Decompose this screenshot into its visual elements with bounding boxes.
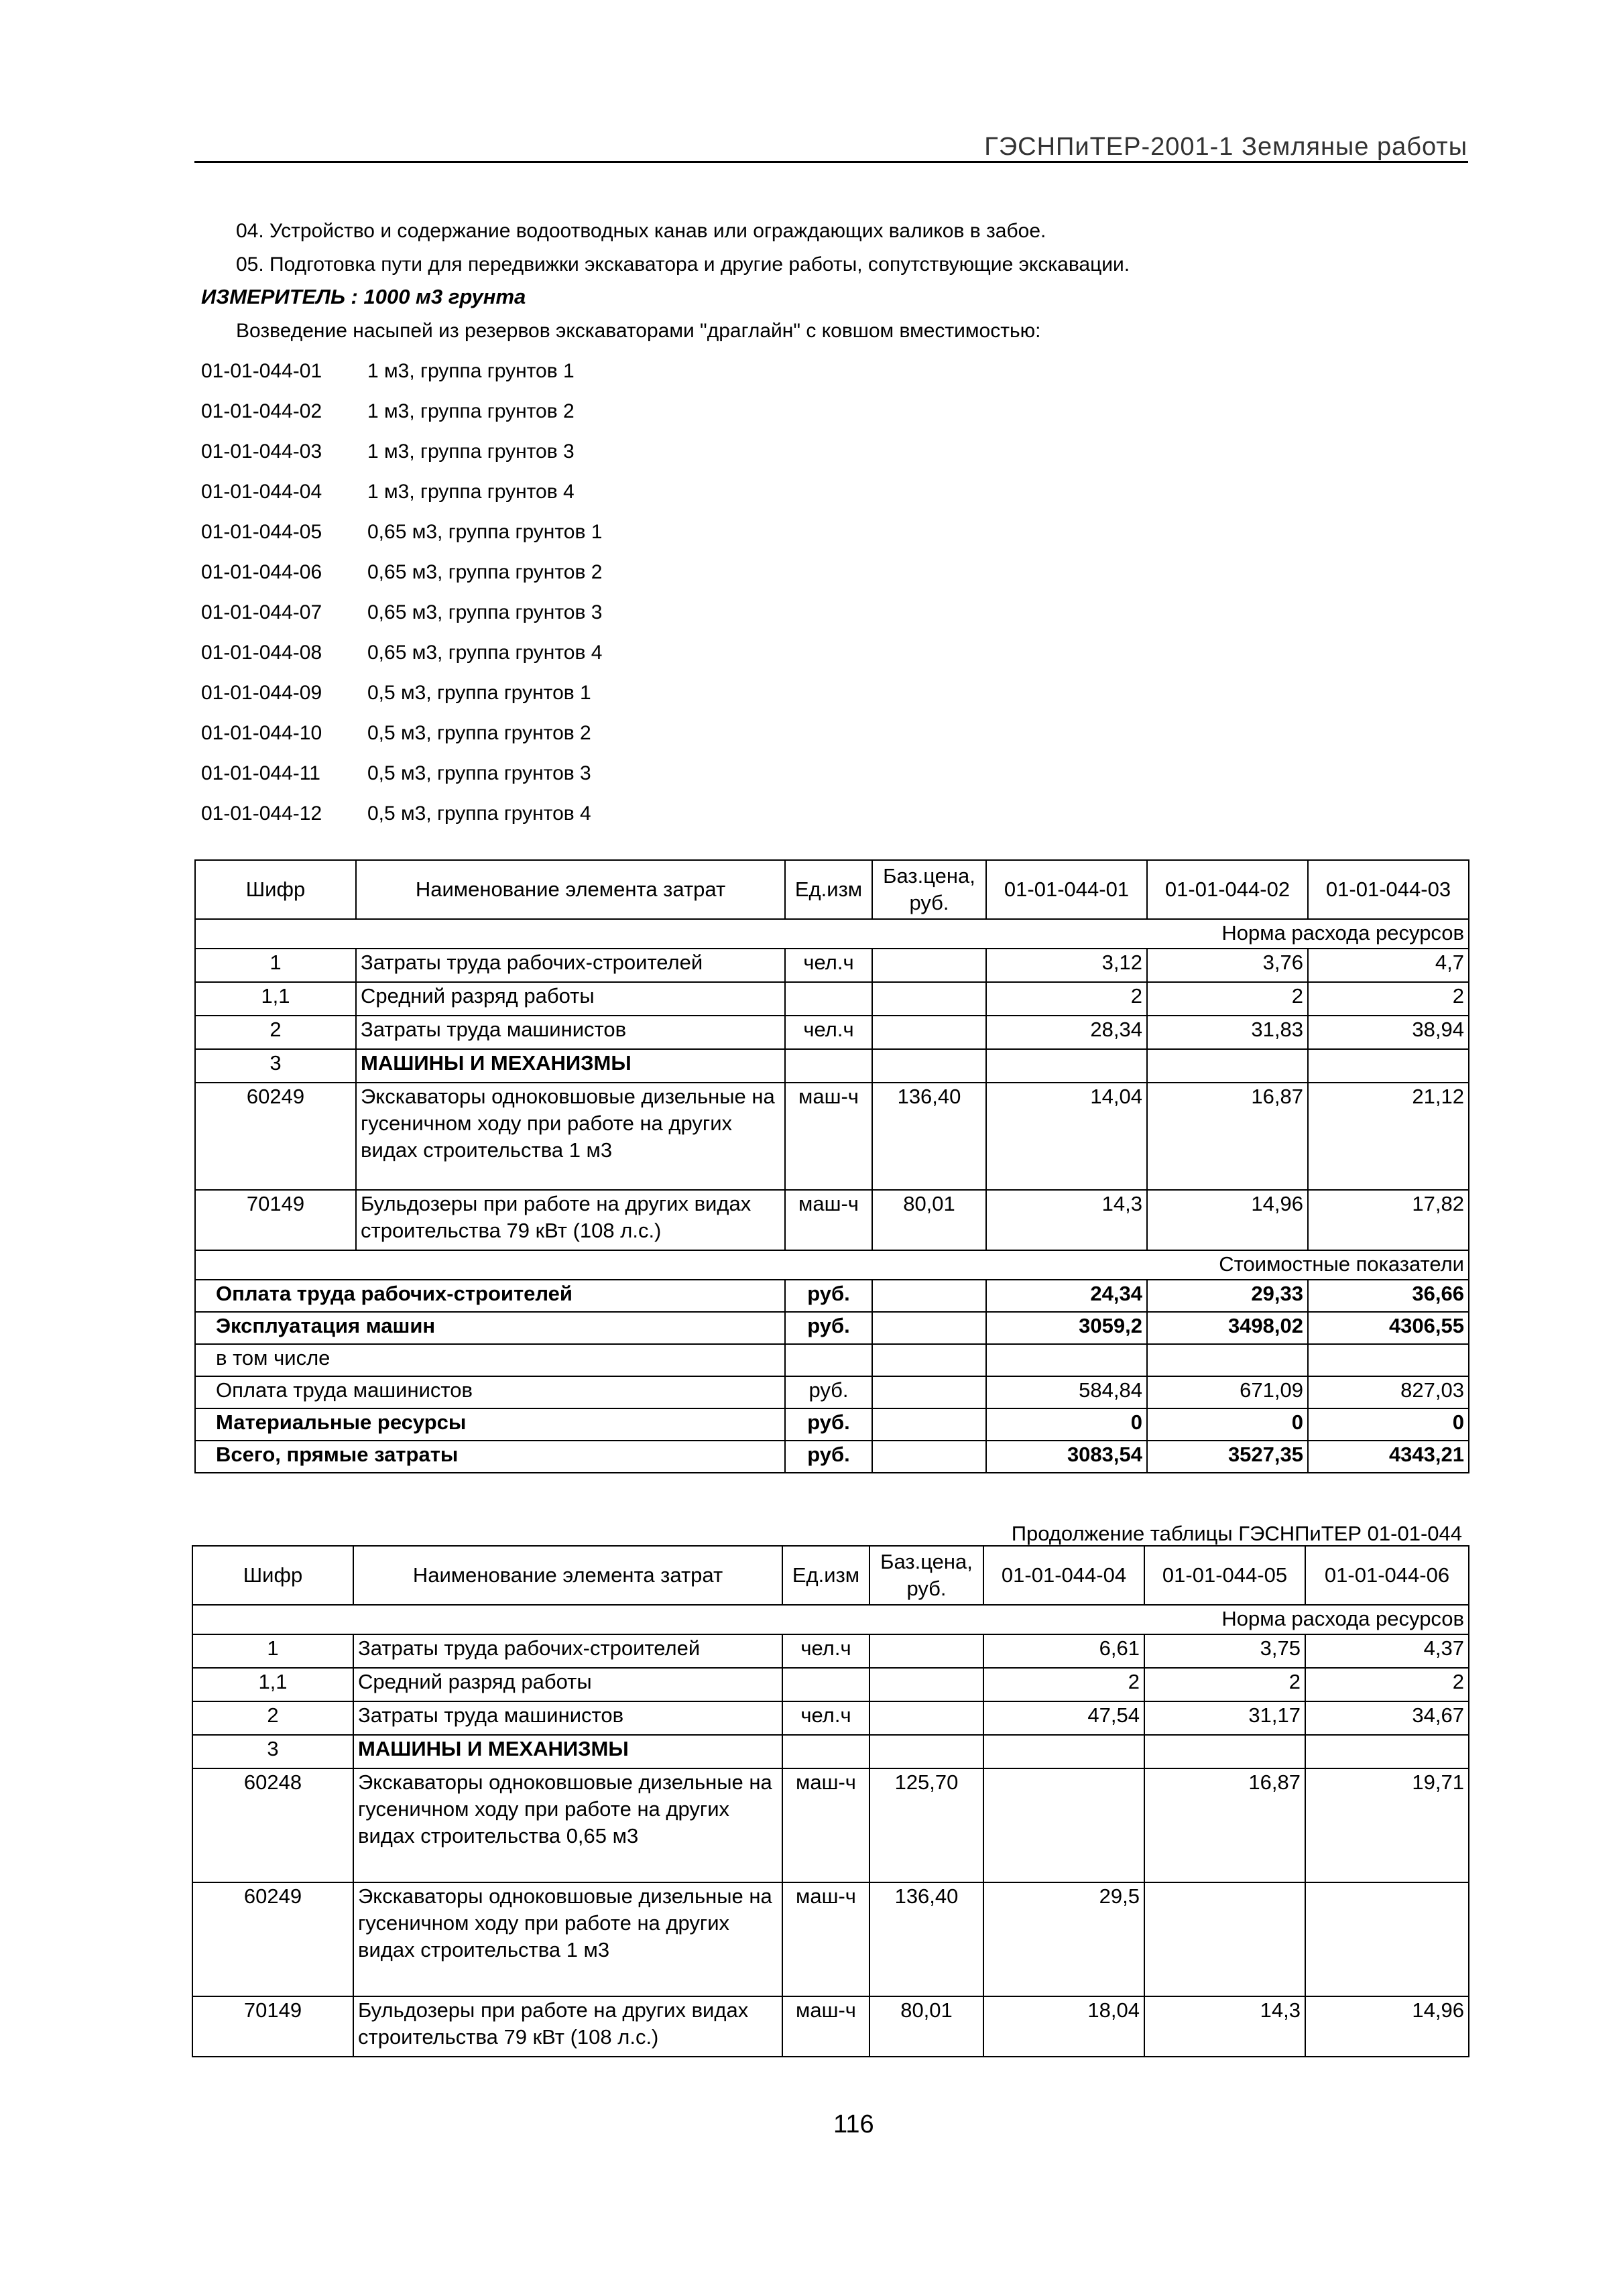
row-value-2: 14,3 <box>1144 1996 1305 2057</box>
header-unit: Ед.изм <box>785 860 872 919</box>
row-name: Затраты труда машинистов <box>353 1701 782 1735</box>
cost-unit: руб. <box>785 1312 872 1344</box>
table-row <box>192 1996 1469 2057</box>
cost-row <box>195 1408 1469 1441</box>
cost-row <box>195 1280 1469 1312</box>
row-unit: маш-ч <box>785 1083 872 1190</box>
variant-code: 01-01-044-10 <box>201 722 322 744</box>
table-row <box>195 982 1469 1016</box>
cost-value-1: 3083,54 <box>986 1441 1147 1473</box>
cost-value-2: 3527,35 <box>1147 1441 1308 1473</box>
header-col-1: 01-01-044-01 <box>986 860 1147 919</box>
table-row <box>195 1016 1469 1049</box>
cost-row <box>195 1441 1469 1473</box>
row-value-2: 16,87 <box>1144 1768 1305 1882</box>
cost-unit: руб. <box>785 1376 872 1408</box>
variant-description: 1 м3, группа грунтов 1 <box>367 360 575 382</box>
row-code: 1 <box>192 1634 353 1668</box>
cost-value-1: 584,84 <box>986 1376 1147 1408</box>
row-price <box>872 1016 986 1049</box>
row-value-3: 2 <box>1305 1668 1469 1701</box>
paragraph-04: 04. Устройство и содержание водоотводных канав или ограждающих валиков в забое. <box>236 220 1046 242</box>
row-value-1: 6,61 <box>983 1634 1144 1668</box>
variant-description: 0,5 м3, группа грунтов 2 <box>367 722 591 744</box>
variant-description: 1 м3, группа грунтов 2 <box>367 400 575 422</box>
cost-value-1: 3059,2 <box>986 1312 1147 1344</box>
row-code: 3 <box>192 1735 353 1768</box>
norms-table-1 <box>194 859 1469 1473</box>
cost-row <box>195 1312 1469 1344</box>
row-value-1: 14,04 <box>986 1083 1147 1190</box>
section-norm: Норма расхода ресурсов <box>195 919 1469 949</box>
row-code: 1,1 <box>195 982 356 1016</box>
header-name: Наименование элемента затрат <box>353 1546 782 1605</box>
row-unit: маш-ч <box>782 1996 869 2057</box>
row-value-1 <box>986 1049 1147 1083</box>
cost-unit <box>785 1344 872 1376</box>
variant-code: 01-01-044-03 <box>201 440 322 463</box>
paragraph-05: 05. Подготовка пути для передвижки экскаватора и другие работы, сопутствующие экскавации. <box>236 253 1130 276</box>
variant-description: 0,5 м3, группа грунтов 1 <box>367 682 591 704</box>
row-name: Средний разряд работы <box>353 1668 782 1701</box>
cost-row <box>195 1344 1469 1376</box>
cost-price <box>872 1312 986 1344</box>
row-value-2 <box>1147 1049 1308 1083</box>
row-value-3: 17,82 <box>1308 1190 1469 1250</box>
row-code: 70149 <box>195 1190 356 1250</box>
row-value-1: 47,54 <box>983 1701 1144 1735</box>
row-value-1: 2 <box>983 1668 1144 1701</box>
cost-value-3: 36,66 <box>1308 1280 1469 1312</box>
variant-description: 0,65 м3, группа грунтов 4 <box>367 642 603 664</box>
row-unit <box>785 1049 872 1083</box>
table-row <box>192 1701 1469 1735</box>
variant-code: 01-01-044-06 <box>201 561 322 583</box>
row-name: Затраты труда машинистов <box>356 1016 785 1049</box>
row-value-3: 2 <box>1308 982 1469 1016</box>
row-value-2: 14,96 <box>1147 1190 1308 1250</box>
cost-price <box>872 1344 986 1376</box>
cost-name: Эксплуатация машин <box>195 1312 785 1344</box>
table-row <box>195 949 1469 982</box>
cost-value-1: 0 <box>986 1408 1147 1441</box>
cost-value-3 <box>1308 1344 1469 1376</box>
row-unit: маш-ч <box>782 1768 869 1882</box>
row-code: 1,1 <box>192 1668 353 1701</box>
row-code: 2 <box>192 1701 353 1735</box>
cost-value-2 <box>1147 1344 1308 1376</box>
row-price <box>872 949 986 982</box>
header-code: Шифр <box>195 860 356 919</box>
row-value-3: 38,94 <box>1308 1016 1469 1049</box>
header-col-2: 01-01-044-02 <box>1147 860 1308 919</box>
header-price: Баз.цена, руб. <box>869 1546 983 1605</box>
variant-description: 0,65 м3, группа грунтов 2 <box>367 561 603 583</box>
row-price: 136,40 <box>869 1882 983 1996</box>
table-row <box>195 1049 1469 1083</box>
row-value-1 <box>983 1735 1144 1768</box>
row-value-1: 14,3 <box>986 1190 1147 1250</box>
row-price: 80,01 <box>872 1190 986 1250</box>
row-value-2: 2 <box>1147 982 1308 1016</box>
row-price <box>869 1735 983 1768</box>
variant-description: 0,65 м3, группа грунтов 1 <box>367 521 603 543</box>
row-value-3: 19,71 <box>1305 1768 1469 1882</box>
row-price <box>869 1668 983 1701</box>
variant-code: 01-01-044-07 <box>201 601 322 623</box>
cost-name: в том числе <box>195 1344 785 1376</box>
cost-name: Всего, прямые затраты <box>195 1441 785 1473</box>
row-name: Бульдозеры при работе на других видах строительства 79 кВт (108 л.с.) <box>353 1996 782 2057</box>
cost-value-3: 0 <box>1308 1408 1469 1441</box>
row-value-2: 31,83 <box>1147 1016 1308 1049</box>
row-name: Экскаваторы одноковшовые дизельные на гусеничном ходу при работе на других видах строительства 1 м3 <box>356 1083 785 1190</box>
row-unit: маш-ч <box>782 1882 869 1996</box>
row-name: Бульдозеры при работе на других видах строительства 79 кВт (108 л.с.) <box>356 1190 785 1250</box>
cost-price <box>872 1376 986 1408</box>
row-unit: маш-ч <box>785 1190 872 1250</box>
table-row <box>192 1668 1469 1701</box>
row-value-1: 29,5 <box>983 1882 1144 1996</box>
row-code: 2 <box>195 1016 356 1049</box>
row-value-3: 21,12 <box>1308 1083 1469 1190</box>
row-unit <box>782 1668 869 1701</box>
row-value-1: 28,34 <box>986 1016 1147 1049</box>
cost-value-2: 671,09 <box>1147 1376 1308 1408</box>
cost-price <box>872 1408 986 1441</box>
continuation-note: Продолжение таблицы ГЭСНПиТЕР 01-01-044 <box>1011 1522 1462 1545</box>
row-value-1: 2 <box>986 982 1147 1016</box>
row-value-3: 4,37 <box>1305 1634 1469 1668</box>
row-name: МАШИНЫ И МЕХАНИЗМЫ <box>353 1735 782 1768</box>
row-unit <box>785 982 872 1016</box>
cost-name: Оплата труда машинистов <box>195 1376 785 1408</box>
section-title: Возведение насыпей из резервов экскаваторами "драглайн" с ковшом вместимостью: <box>236 320 1041 342</box>
cost-price <box>872 1441 986 1473</box>
row-name: Экскаваторы одноковшовые дизельные на гусеничном ходу при работе на других видах строительства 0,65 м3 <box>353 1768 782 1882</box>
header-rule <box>194 161 1468 163</box>
row-code: 60249 <box>195 1083 356 1190</box>
cost-value-1 <box>986 1344 1147 1376</box>
header-col-1: 01-01-044-04 <box>983 1546 1144 1605</box>
cost-row <box>195 1376 1469 1408</box>
row-unit: чел.ч <box>785 949 872 982</box>
cost-unit: руб. <box>785 1280 872 1312</box>
row-value-3: 4,7 <box>1308 949 1469 982</box>
row-unit: чел.ч <box>785 1016 872 1049</box>
cost-value-3: 4306,55 <box>1308 1312 1469 1344</box>
measure-unit: ИЗМЕРИТЕЛЬ : 1000 м3 грунта <box>201 285 526 308</box>
row-unit: чел.ч <box>782 1701 869 1735</box>
cost-value-2: 29,33 <box>1147 1280 1308 1312</box>
cost-name: Оплата труда рабочих-строителей <box>195 1280 785 1312</box>
row-price: 136,40 <box>872 1083 986 1190</box>
row-unit: чел.ч <box>782 1634 869 1668</box>
row-name: МАШИНЫ И МЕХАНИЗМЫ <box>356 1049 785 1083</box>
page-number: 116 <box>833 2110 874 2138</box>
table-row <box>192 1882 1469 1996</box>
row-value-3 <box>1305 1735 1469 1768</box>
cost-value-1: 24,34 <box>986 1280 1147 1312</box>
variant-code: 01-01-044-01 <box>201 360 322 382</box>
row-code: 1 <box>195 949 356 982</box>
table-row <box>195 1190 1469 1250</box>
variant-code: 01-01-044-05 <box>201 521 322 543</box>
section-cost: Стоимостные показатели <box>195 1250 1469 1280</box>
variant-description: 0,5 м3, группа грунтов 4 <box>367 802 591 825</box>
row-price: 125,70 <box>869 1768 983 1882</box>
row-name: Затраты труда рабочих-строителей <box>353 1634 782 1668</box>
variant-code: 01-01-044-08 <box>201 642 322 664</box>
variant-description: 0,65 м3, группа грунтов 3 <box>367 601 603 623</box>
row-price <box>872 1049 986 1083</box>
header-col-2: 01-01-044-05 <box>1144 1546 1305 1605</box>
row-value-2: 31,17 <box>1144 1701 1305 1735</box>
variant-code: 01-01-044-04 <box>201 481 322 503</box>
cost-value-3: 827,03 <box>1308 1376 1469 1408</box>
row-code: 60248 <box>192 1768 353 1882</box>
header-col-3: 01-01-044-03 <box>1308 860 1469 919</box>
header-code: Шифр <box>192 1546 353 1605</box>
cost-value-2: 3498,02 <box>1147 1312 1308 1344</box>
row-value-1 <box>983 1768 1144 1882</box>
row-value-3: 34,67 <box>1305 1701 1469 1735</box>
row-value-3 <box>1305 1882 1469 1996</box>
cost-price <box>872 1280 986 1312</box>
running-head: ГЭСНПиТЕР-2001-1 Земляные работы <box>984 133 1467 161</box>
variant-code: 01-01-044-12 <box>201 802 322 825</box>
cost-unit: руб. <box>785 1408 872 1441</box>
row-price: 80,01 <box>869 1996 983 2057</box>
row-price <box>872 982 986 1016</box>
row-name: Средний разряд работы <box>356 982 785 1016</box>
variant-code: 01-01-044-11 <box>201 762 320 784</box>
cost-unit: руб. <box>785 1441 872 1473</box>
row-value-2 <box>1144 1882 1305 1996</box>
variant-description: 0,5 м3, группа грунтов 3 <box>367 762 591 784</box>
cost-name: Материальные ресурсы <box>195 1408 785 1441</box>
row-name: Затраты труда рабочих-строителей <box>356 949 785 982</box>
row-code: 3 <box>195 1049 356 1083</box>
table-row <box>192 1634 1469 1668</box>
variant-description: 1 м3, группа грунтов 3 <box>367 440 575 463</box>
row-value-2: 3,76 <box>1147 949 1308 982</box>
row-value-3 <box>1308 1049 1469 1083</box>
row-price <box>869 1634 983 1668</box>
header-name: Наименование элемента затрат <box>356 860 785 919</box>
row-value-1: 3,12 <box>986 949 1147 982</box>
variant-description: 1 м3, группа грунтов 4 <box>367 481 575 503</box>
table-row <box>192 1735 1469 1768</box>
row-value-2: 16,87 <box>1147 1083 1308 1190</box>
row-value-3: 14,96 <box>1305 1996 1469 2057</box>
row-value-1: 18,04 <box>983 1996 1144 2057</box>
table-row <box>192 1768 1469 1882</box>
norms-table-2 <box>192 1545 1469 2057</box>
row-code: 60249 <box>192 1882 353 1996</box>
header-price: Баз.цена, руб. <box>872 860 986 919</box>
row-value-2: 3,75 <box>1144 1634 1305 1668</box>
row-code: 70149 <box>192 1996 353 2057</box>
section-norm: Норма расхода ресурсов <box>192 1605 1469 1634</box>
cost-value-3: 4343,21 <box>1308 1441 1469 1473</box>
row-unit <box>782 1735 869 1768</box>
header-unit: Ед.изм <box>782 1546 869 1605</box>
row-value-2: 2 <box>1144 1668 1305 1701</box>
variant-code: 01-01-044-09 <box>201 682 322 704</box>
header-col-3: 01-01-044-06 <box>1305 1546 1469 1605</box>
cost-value-2: 0 <box>1147 1408 1308 1441</box>
variant-code: 01-01-044-02 <box>201 400 322 422</box>
row-name: Экскаваторы одноковшовые дизельные на гусеничном ходу при работе на других видах строительства 1 м3 <box>353 1882 782 1996</box>
row-price <box>869 1701 983 1735</box>
table-row <box>195 1083 1469 1190</box>
row-value-2 <box>1144 1735 1305 1768</box>
